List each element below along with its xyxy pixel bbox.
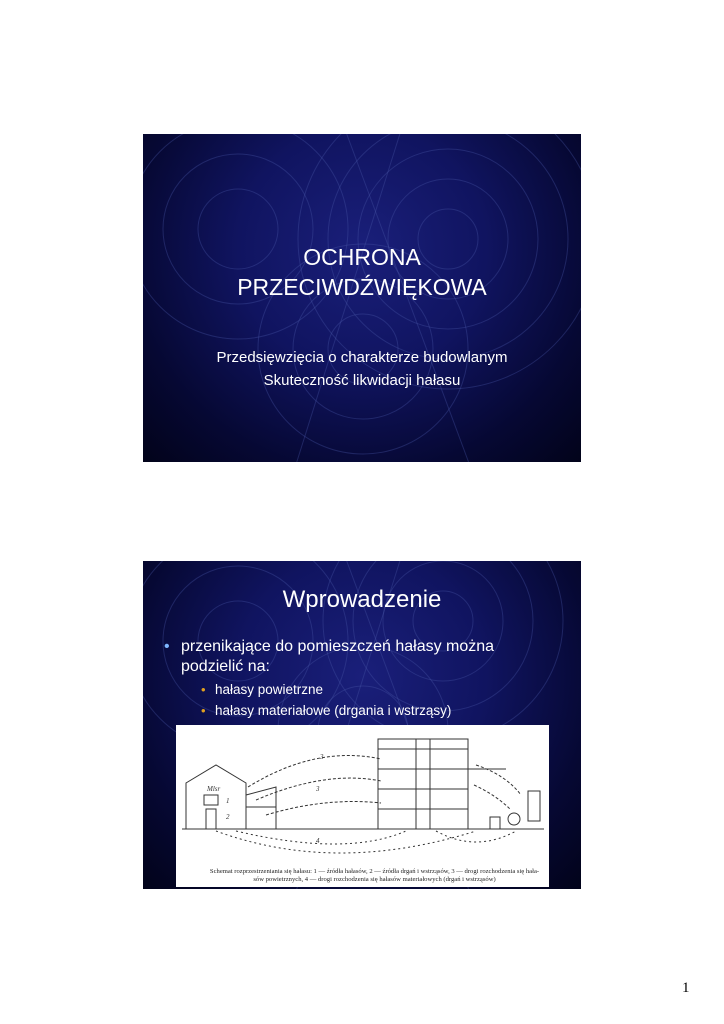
caption-line-1: Schemat rozprzestrzeniania się hałasu: 1 — źródła hałasów, 2 — źródła drgań i wstrząsów, 3 — drogi rozchodzenia się hała- <box>209 868 540 875</box>
source-number: 1 <box>226 797 230 805</box>
source-number: 2 <box>226 813 230 821</box>
path-number: 3 <box>320 753 324 761</box>
bullet-main <box>164 637 541 677</box>
noise-propagation-diagram <box>176 725 549 887</box>
sub-bullet <box>201 702 452 720</box>
sub-bullet-dot-icon: • <box>201 703 206 718</box>
bullet-dot-icon: • <box>164 638 170 655</box>
sub-bullet-text: hałasy materiałowe (drgania i wstrząsy) <box>215 703 452 718</box>
page-number: 1 <box>682 980 690 996</box>
title-line-1: OCHRONA <box>303 244 421 270</box>
diagram-drawing <box>176 725 549 887</box>
slide-introduction <box>143 561 581 889</box>
bullet-main-line-2: podzielić na: <box>181 658 270 675</box>
caption-line-2: sów powietrznych, 4 — drogi rozchodzenia się hałasów materiałowych (drgań i wstrząsów) <box>253 876 496 883</box>
sub-bullet-text: hałasy powietrzne <box>215 682 324 697</box>
sub-bullet-dot-icon: • <box>201 682 206 697</box>
bullet-main-line-1: przenikające do pomieszczeń hałasy można <box>181 638 495 655</box>
path-number: 4 <box>316 837 320 845</box>
slide-subtitle <box>143 346 581 392</box>
slide-title-text <box>143 242 581 302</box>
figure-caption <box>206 868 543 884</box>
subtitle-line-1: Przedsięwzięcia o charakterze budowlanym <box>216 349 508 366</box>
path-number: 3 <box>316 785 320 793</box>
sub-bullet <box>201 681 324 699</box>
slide-title <box>143 134 581 462</box>
subtitle-line-2: Skuteczność likwidacji hałasu <box>263 372 461 389</box>
slide-heading: Wprowadzenie <box>282 586 442 613</box>
building-label: Mlsr <box>207 785 221 793</box>
title-line-2: PRZECIWDŹWIĘKOWA <box>237 274 487 300</box>
